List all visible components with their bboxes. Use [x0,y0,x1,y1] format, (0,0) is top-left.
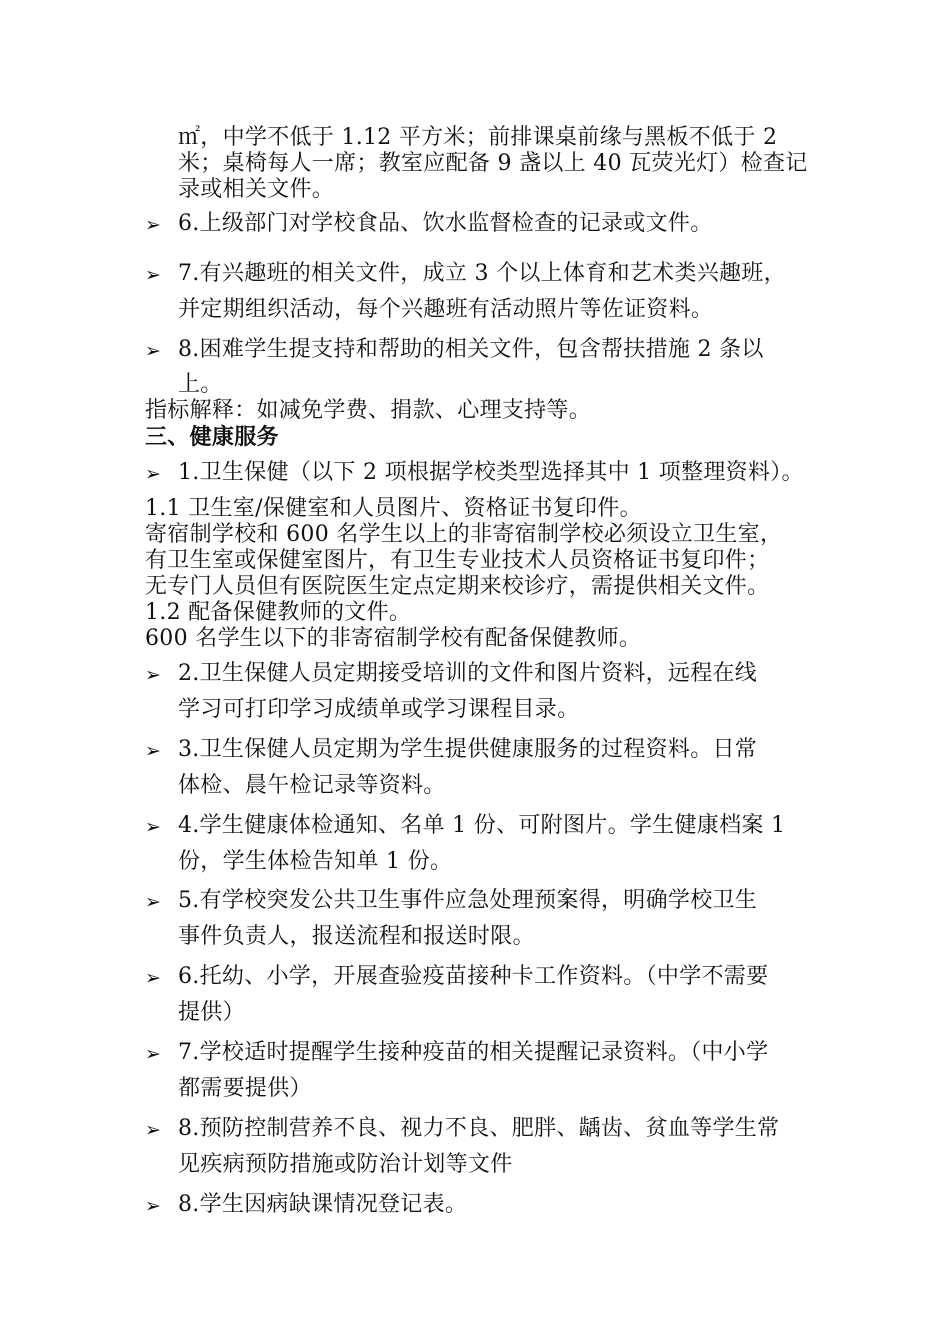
item-b7-line-1: 7.学校适时提醒学生接种疫苗的相关提醒记录资料。（中小学 [178,1040,769,1065]
item-b8-line-1: 8.预防控制营养不良、视力不良、肥胖、龋齿、贫血等学生常 [178,1116,780,1141]
health-detail-line-4: 无专门人员但有医院医生定点定期来校诊疗，需提供相关文件。 [145,574,770,599]
item-b4-line-2: 份，学生体检告知单 1 份。 [178,849,453,874]
health-item-1: 1.卫生保健（以下 2 项根据学校类型选择其中 1 项整理资料）。 [178,460,804,485]
bullet-arrow-icon: ➢ [145,816,161,838]
item-b7-line-2: 都需要提供） [178,1076,312,1101]
item-a6-line-1: 6.上级部门对学校食品、饮水监督检查的记录或文件。 [178,211,713,236]
indicator-note: 指标解释：如减免学费、捐款、心理支持等。 [145,398,592,423]
item-a7-line-2: 并定期组织活动，每个兴趣班有活动照片等佐证资料。 [178,297,714,322]
bullet-arrow-icon: ➢ [145,1119,161,1141]
bullet-arrow-icon: ➢ [145,891,161,913]
bullet-arrow-icon: ➢ [145,264,161,286]
health-detail-line-5: 1.2 配备保健教师的文件。 [145,600,412,625]
bullet-arrow-icon: ➢ [145,664,161,686]
item-a8-line-1: 8.困难学生提支持和帮助的相关文件，包含帮扶措施 2 条以 [178,337,764,362]
intro-line-2: 米；桌椅每人一席；教室应配备 9 盏以上 40 瓦荧光灯）检查记 [178,151,808,176]
item-b2-line-1: 2.卫生保健人员定期接受培训的文件和图片资料，远程在线 [178,661,758,686]
item-b5-line-1: 5.有学校突发公共卫生事件应急处理预案得，明确学校卫生 [178,888,758,913]
item-b6-line-2: 提供） [178,1000,245,1025]
item-b8b-line-1: 8.学生因病缺课情况登记表。 [178,1192,468,1217]
health-detail-line-1: 1.1 卫生室/保健室和人员图片、资格证书复印件。 [145,496,642,521]
item-b8-line-2: 见疾病预防措施或防治计划等文件 [178,1152,513,1177]
item-a8-line-2: 上。 [178,372,223,397]
item-b5-line-2: 事件负责人，报送流程和报送时限。 [178,924,535,949]
intro-line-1: ㎡，中学不低于 1.12 平方米；前排课桌前缘与黑板不低于 2 [178,125,778,150]
item-a7-line-1: 7.有兴趣班的相关文件，成立 3 个以上体育和艺术类兴趣班， [178,261,786,286]
item-b2-line-2: 学习可打印学习成绩单或学习课程目录。 [178,697,580,722]
intro-line-3: 录或相关文件。 [178,177,335,202]
health-detail-line-2: 寄宿制学校和 600 名学生以上的非寄宿制学校必须设立卫生室， [145,522,783,547]
bullet-arrow-icon: ➢ [145,340,161,362]
item-b4-line-1: 4.学生健康体检通知、名单 1 份、可附图片。学生健康档案 1 [178,813,786,838]
bullet-arrow-icon: ➢ [145,740,161,762]
health-detail-line-6: 600 名学生以下的非寄宿制学校有配备保健教师。 [145,626,642,651]
item-b6-line-1: 6.托幼、小学，开展查验疫苗接种卡工作资料。（中学不需要 [178,964,769,989]
bullet-arrow-icon: ➢ [145,967,161,989]
item-b3-line-1: 3.卫生保健人员定期为学生提供健康服务的过程资料。日常 [178,737,758,762]
bullet-arrow-icon: ➢ [145,1043,161,1065]
item-b3-line-2: 体检、晨午检记录等资料。 [178,773,446,798]
bullet-arrow-icon: ➢ [145,214,161,236]
bullet-arrow-icon: ➢ [145,1195,161,1217]
health-detail-line-3: 有卫生室或保健室图片，有卫生专业技术人员资格证书复印件； [145,548,770,573]
section-heading: 三、健康服务 [145,424,279,450]
bullet-arrow-icon: ➢ [145,463,161,485]
